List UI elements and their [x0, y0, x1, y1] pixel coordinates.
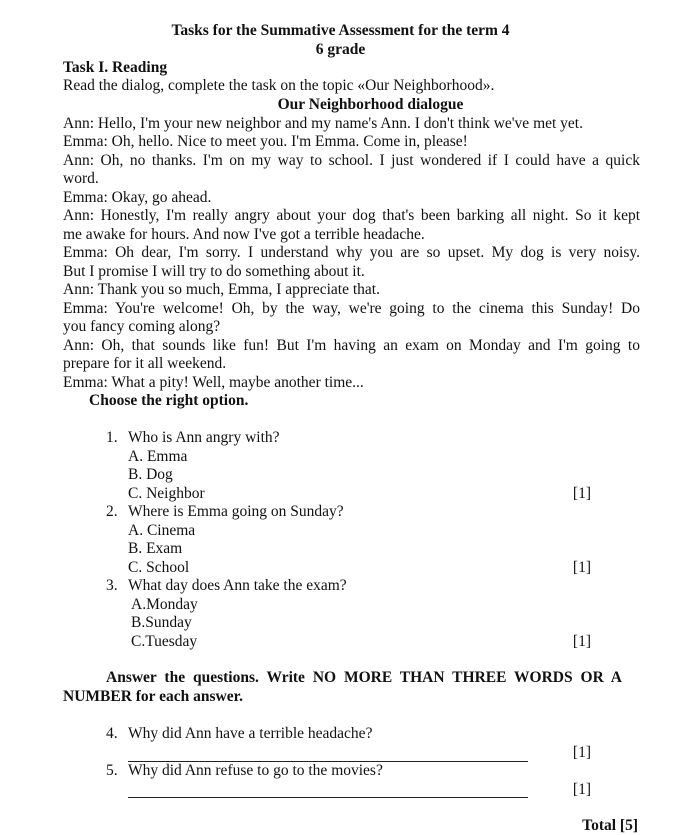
question-number: 5. [106, 762, 118, 779]
dialogue-line: Emma: What a pity! Well, maybe another time... [63, 374, 364, 391]
dialogue-line: you fancy coming along? [63, 318, 221, 335]
answer-option: B. Dog [128, 466, 173, 483]
dialogue-line: Emma: Okay, go ahead. [63, 189, 212, 206]
dialogue-line: Ann: Thank you so much, Emma, I appreciate that. [63, 281, 380, 298]
total-score: Total [5] [582, 817, 638, 834]
choose-heading: Choose the right option. [89, 392, 249, 409]
dialogue-line: word. [63, 170, 99, 187]
dialogue-line: Ann: Hello, I'm your new neighbor and my name's Ann. I don't think we've met yet. [63, 115, 583, 132]
task-heading: Task I. Reading [63, 59, 168, 76]
question-number: 4. [106, 725, 118, 742]
dialogue-line: Ann: Oh, no thanks. I'm on my way to school. I just wondered if I could have a quick [63, 152, 640, 169]
answer-option: A. Cinema [128, 522, 196, 539]
dialogue-line: But I promise I will try to do something about it. [63, 263, 365, 280]
answer-instruction: NUMBER for each answer. [63, 688, 243, 705]
question-text: What day does Ann take the exam? [128, 577, 347, 594]
question-number: 3. [106, 577, 118, 594]
answer-option: A. Emma [128, 448, 188, 465]
question-number: 1. [106, 429, 118, 446]
dialogue-title: Our Neighborhood dialogue [277, 96, 464, 113]
dialogue-line: me awake for hours. And now I've got a terrible headache. [63, 226, 425, 243]
question-text: Why did Ann have a terrible headache? [128, 725, 373, 742]
dialogue-line: Emma: Oh dear, I'm sorry. I understand why you are so upset. My dog is very noisy. [63, 244, 640, 261]
task-instruction: Read the dialog, complete the task on the topic «Our Neighborhood». [63, 77, 495, 94]
answer-option: A.Monday [131, 596, 198, 613]
mark-label: [1] [572, 485, 591, 502]
answer-option: C. School [128, 559, 190, 576]
dialogue-line: Ann: Honestly, I'm really angry about your dog that's been barking all night. So it kept [63, 207, 640, 224]
dialogue-line: prepare for it all weekend. [63, 355, 227, 372]
question-text: Who is Ann angry with? [128, 429, 280, 446]
answer-option: C. Neighbor [128, 485, 205, 502]
answer-option: B.Sunday [131, 614, 192, 631]
grade-label: 6 grade [315, 41, 366, 58]
mark-label: [1] [572, 633, 591, 650]
dialogue-line: Ann: Oh, that sounds like fun! But I'm having an exam on Monday and I'm going to [63, 337, 640, 354]
answer-option: C.Tuesday [131, 633, 198, 650]
document-title: Tasks for the Summative Assessment for the term 4 [171, 22, 510, 39]
dialogue-line: Emma: You're welcome! Oh, by the way, we're going to the cinema this Sunday! Do [63, 300, 640, 317]
answer-option: B. Exam [128, 540, 183, 557]
dialogue-line: Emma: Oh, hello. Nice to meet you. I'm Emma. Come in, please! [63, 133, 468, 150]
question-text: Why did Ann refuse to go to the movies? [128, 762, 383, 779]
answer-line[interactable] [128, 797, 528, 798]
mark-label: [1] [572, 559, 591, 576]
question-text: Where is Emma going on Sunday? [128, 503, 344, 520]
question-number: 2. [106, 503, 118, 520]
answer-instruction: Answer the questions. Write NO MORE THAN THREE WORDS OR A [106, 669, 622, 686]
mark-label: [1] [572, 781, 591, 798]
mark-label: [1] [572, 744, 591, 761]
